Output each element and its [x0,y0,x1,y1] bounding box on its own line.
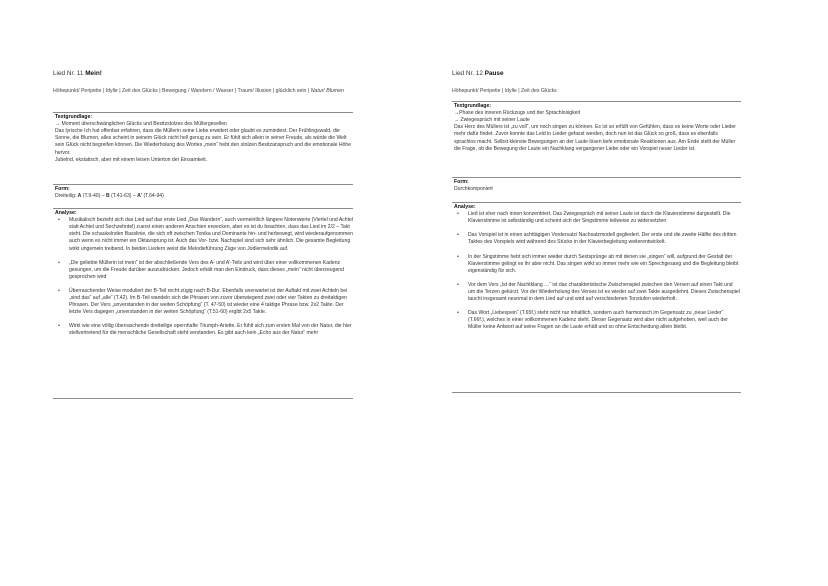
list-item-text: Überraschender Weise moduliert der B-Teil recht zügig nach B-Dur. Ebenfalls unerwartet ist der Auftakt mit zwei Achteln bei „sind das“ auf „alle“ (T.42). Im B-Teil wandeln sich die Phrasen von zuvor überwiegend zwei oder vier Takten zu dreitaktigen Phrasen. Der Vers „unverstanden in der weiten Schöpfung“ (T. 47-50) ist wieder eine 4 taktige Phrase bzw. 2x2 Takte. Der letzte Vers dagegen „unverstanden in der weiten Schöpfung“ (T.51-60) ergibt 2x5 Takte. [69,287,348,316]
form-part-range: (T.9-40) – [81,193,106,200]
bullet-icon: • [457,281,459,288]
paragraph: → Zwiegespräch mit seiner Laute [454,117,530,124]
song-11-title [53,70,102,77]
list-item [454,211,741,225]
tags-text: Höhepunkt/ Peripetie | Idylle | Zeit des Glücks | Bewegung / Wandern / Wasser | Traum/ Illusion | glücklich sein | [53,88,311,94]
song-12-tags: Höhepunkt/ Peripetie | Idylle | Zeit des Glücks [452,88,557,94]
song-11-tags [53,88,351,96]
section-heading: Textgrundlage: [454,103,492,109]
list-item [55,288,353,316]
list-item-text: „Die geliebte Müllerin ist mein“ ist der abschließende Vers des A- und A'-Teils und wird über einer vollkommenen Kadenz gesungen, um die Freude darüber auszudrücken. Jedoch erhält man den Eindruck, dass dieses „mein“ nicht überzeugend gesprochen wird [69,259,344,280]
list-item-text: Musikalisch bezieht sich das Lied auf das erste Lied „Das Wandern“, auch vermeintlich längere Notenwerte (Viertel und Achtel statt Achtel und Sechzehntel) zuerst einen anderen Anschien erwecken, aber es ist du beachten, dass das Lied im 2/2 – Takt steht. Die schaukelnden Basslinie, die sich oft zwischen Tonika und Dominante hin- und herbewegt, wird wiederaufgenommen auch wenn es nicht immer ein Oktavsprung ist. Auch das Vor- bzw. Nachspiel sind sich sehr ähnlich. Die gesamte Begleitung wirkt ungemein treibend. In beiden Liedern weist die Melodieführung Züge von Jodlermelodik auf. [69,217,353,252]
list-item-text: Das Wort „Liebespein“ (T.65f.) steht nicht nur inhaltlich, sondern auch harmonisch im Gegensatz zu „neue Lieder“ (T.66f.), welches in einer vollkommenen Kadenz steht. Dieser Gegensatz wird aber nicht aufgehoben, weil auch der Müller keine Antwort auf seine Fragen an die Laute erhält und so ohne Entscheidung allein bleibt. [468,310,728,331]
list-item-text: Lied ist eher nach innen konzentriert. Das Zwiegespräch mit seiner Laute ist durch die Klavierstimme dargestellt. Die Klavierstimme ist selbständig und scheint sich der Singstimme teilweise zu widersetzten [468,211,731,225]
analyse-list [55,217,353,337]
list-item [55,217,353,252]
list-item [454,254,741,275]
form-section [53,184,353,200]
form-part-label: A [77,193,82,200]
list-item [454,232,741,246]
divider [452,392,741,393]
bullet-icon: • [58,259,60,266]
list-item-text: Vor dem Vers „Ist der Nachtklang …“ ist das charakteristische Zwischenspiel zwischen den Versen auf einen Takt und um die Terzen gekürzt. Vor der Wiederholung des Verses ist es wieder auf zwei Takte ausgedehnt. Dieses Zwischenspiel taucht insgesamt neunmal in dem Lied auf und wird auf verschiedenen Tonstufen wiederholt. [468,281,740,303]
analyse-section [53,208,353,345]
paragraph: →Phase des inneren Rückzugs und der Sprachlosigkeit [454,110,581,117]
song-12-title [452,70,504,77]
analyse-list [454,211,741,331]
form-part-range: (T.41-63) – [109,193,138,200]
analyse-section [452,202,741,338]
bullet-icon: • [457,253,459,260]
textgrundlage-section [53,112,353,164]
list-item [55,260,353,281]
form-section [452,177,741,193]
bullet-icon: • [58,323,60,330]
tags-italic: Natur/ Blumen [310,88,344,94]
title-bold: Mein! [85,70,102,77]
section-heading: Form: [55,186,70,192]
list-item-text: Wirkt wie eine völlig überraschende dreiteilige opernhafte Triumph-Ariette. Er fühlt sich zum ersten Mal von der Natur, die hier stellvertretend für die menschliche Gesellschaft steht verstanden. Es gibt auch kein „Echo aus der Natur“ mehr [69,323,352,337]
form-prefix: Dreiteilig: [55,193,78,200]
bullet-icon: • [457,232,459,239]
list-item [55,323,353,337]
form-text [55,193,353,200]
section-heading: Textgrundlage: [55,114,93,120]
list-item [454,282,741,303]
form-part-label: B [105,193,110,200]
section-heading: Analyse: [454,204,476,210]
form-part-range: (T.64-94) [142,193,164,200]
form-text: Durchkomponiert [454,186,493,193]
title-prefix: Lied Nr. 11 [53,70,86,77]
form-part-label: A' [137,193,143,200]
bullet-icon: • [58,217,60,224]
paragraph: → Moment überschwänglichen Glücks und Besitzstolzes des Müllergesellen [55,121,227,128]
list-item-text: In der Singstimme hebt sich immer wieder durch Sextsprünge ab mit denen sie „singen“ will, aufgrund der Gestalt der Klavierstimme gelingt es ihr aber nicht. Das singen wirkt so immer mehr wie ein Sprechgesang und die Begleitung bleibt eigenständig für sich. [468,253,739,274]
paragraph: Jubelnd, ekstatisch, aber mit einem leisen Unterton der Einsamkeit. [55,156,208,163]
bullet-icon: • [58,287,60,294]
bullet-icon: • [457,310,459,317]
title-prefix: Lied Nr. 12 [452,70,485,77]
textgrundlage-section [452,101,741,153]
list-item [454,310,741,331]
list-item-text: Das Vorspiel ist in einen achttägigen Vordersatz/ Nachsatzmodell gegliedert. Der erste und die zweite Hälfte des dritten Taktes des Vorspiels wird während des Stücks in der Klavierbegleitung weiterentwickelt. [468,232,737,246]
paragraph: Das lyrische Ich hat offenbar erfahren, dass die Müllerin seine Liebe erwidert oder glaubt es zumindest. Der Frühlingswald, die Sonne, die Blumen, alles scheint in seinem Glück nicht hell genug zu sein. Er fühlt sich allein in seiner Freude, als würde die Welt sein Glück nicht begreifen können. Die Wiederholung des Wortes „mein“ hebt den stolzen Besitzanspruch und die emotionale Höhe hervor. [55,128,352,156]
section-heading: Analyse: [55,210,77,216]
paragraph: Das Herz des Müllers ist „zu voll“, um noch singen zu können. Es ist so erfüllt von Gefühlen, dass es keine Worte oder Lieder mehr dafür findet. Zuvor konnte das Leid in Lieder gefasst werden, doch nun ist das Glück so groß, dass es ebenfalls sprachlos macht. Selbst kleinste Bewegungen an der Laute lösen tiefe emotionale Reaktionen aus. Am Ende stellt der Müller die Frage, ob die Bewegung der Laute ein Nachklang vergangener Liebe oder ein Vorspiel neuer Lieder ist. [454,124,736,152]
section-heading: Form: [454,179,469,185]
bullet-icon: • [457,211,459,218]
divider [53,398,353,399]
title-bold: Pause [484,70,504,77]
